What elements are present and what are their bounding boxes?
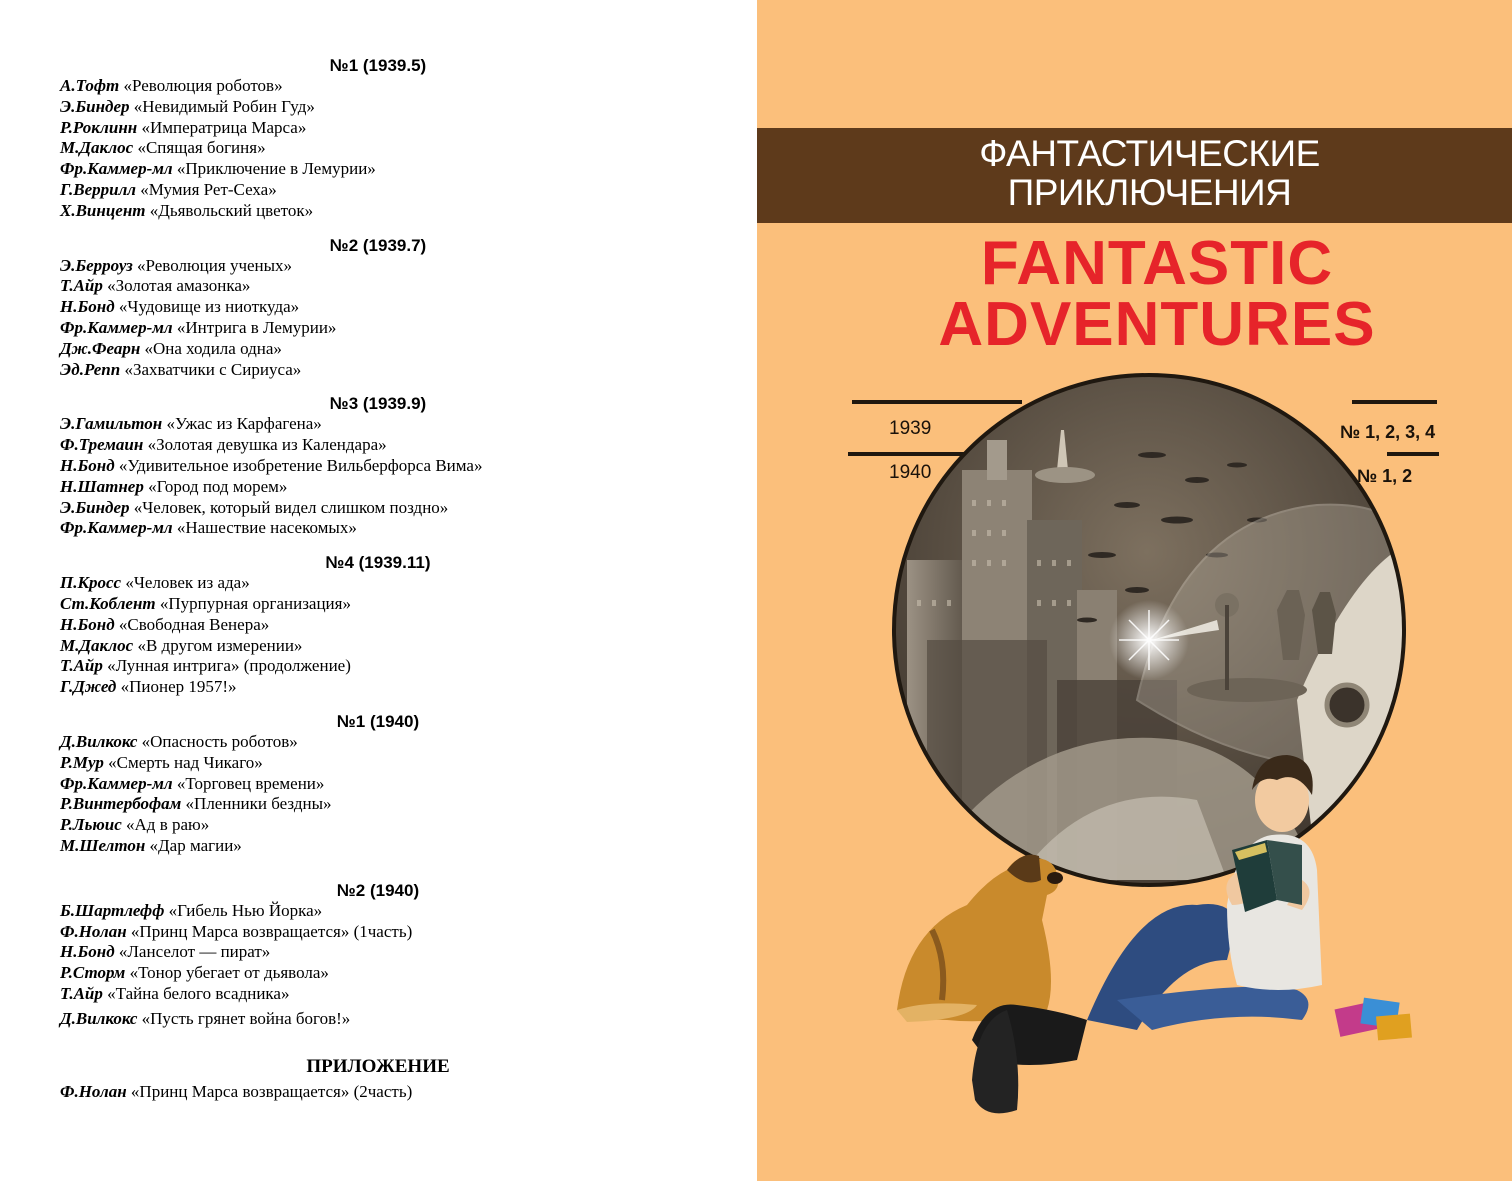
entry-author: Дж.Феарн bbox=[60, 338, 141, 358]
toc-appendix bbox=[60, 1056, 700, 1103]
entry-author: Эд.Репп bbox=[60, 359, 121, 379]
entry-author: Г.Джед bbox=[60, 677, 117, 697]
toc-section-6 bbox=[60, 880, 700, 1030]
book-cover bbox=[757, 0, 1512, 1181]
entry-author: Н.Бонд bbox=[60, 455, 115, 475]
entry-author: Г.Веррилл bbox=[60, 179, 137, 199]
entry-author: Фр.Каммер-мл bbox=[60, 317, 173, 337]
russian-title-line-2: ПРИКЛЮЧЕНИЯ bbox=[1007, 172, 1292, 213]
entry-author: Б.Шартлефф bbox=[60, 900, 165, 920]
toc-entry bbox=[60, 963, 700, 984]
toc-section-5 bbox=[60, 711, 700, 857]
toc-section-2 bbox=[60, 235, 700, 381]
issues-1940: № 1, 2 bbox=[1357, 466, 1413, 486]
entry-title: «Пионер 1957!» bbox=[120, 677, 237, 697]
toc-entry bbox=[60, 414, 700, 435]
entry-title: «Дьявольский цветок» bbox=[149, 200, 314, 220]
entry-title: «Приключение в Лемурии» bbox=[176, 159, 376, 179]
toc-entry bbox=[60, 159, 700, 180]
english-title-line-1: FANTASTIC bbox=[980, 229, 1334, 298]
toc-entry bbox=[60, 456, 700, 477]
toc-section-1 bbox=[60, 55, 700, 222]
toc-section-4 bbox=[60, 552, 700, 698]
entry-title: «Золотая амазонка» bbox=[107, 276, 251, 296]
entry-author: Ст.Коблент bbox=[60, 593, 156, 613]
toc-entry bbox=[60, 836, 700, 857]
entry-author: Р.Роклинн bbox=[60, 117, 138, 137]
toc-entry bbox=[60, 318, 700, 339]
toc-entry bbox=[60, 297, 700, 318]
section-heading: №2 (1940) bbox=[336, 880, 420, 900]
dog bbox=[897, 855, 1063, 1022]
entry-title: «Принц Марса возвращается» (2часть) bbox=[130, 1082, 413, 1102]
entry-author: Фр.Каммер-мл bbox=[60, 159, 173, 179]
entry-title: «Дар магии» bbox=[149, 835, 242, 855]
entry-author: Д.Вилкокс bbox=[60, 731, 138, 751]
year-1940: 1940 bbox=[889, 462, 932, 483]
entry-title: «Нашествие насекомых» bbox=[176, 518, 357, 538]
toc-entry bbox=[60, 435, 700, 456]
toc-entry bbox=[60, 180, 700, 201]
entry-author: М.Даклос bbox=[60, 138, 134, 158]
toc-entry bbox=[60, 794, 700, 815]
toc-entry bbox=[60, 138, 700, 159]
toc-entry bbox=[60, 518, 700, 539]
entry-author: Э.Биндер bbox=[60, 96, 130, 116]
entry-author: Н.Шатнер bbox=[60, 476, 144, 496]
entry-author: Н.Бонд bbox=[60, 614, 115, 634]
entry-title: «Тонор убегает от дьявола» bbox=[129, 963, 329, 983]
entry-author: А.Тофт bbox=[60, 76, 120, 95]
toc-entry bbox=[60, 1009, 700, 1030]
entry-author: Фр.Каммер-мл bbox=[60, 518, 173, 538]
entry-author: Р.Винтербофам bbox=[60, 794, 182, 814]
section-heading: №4 (1939.11) bbox=[325, 553, 431, 573]
russian-title-line-1: ФАНТАСТИЧЕСКИЕ bbox=[979, 133, 1320, 174]
section-heading: №2 (1939.7) bbox=[329, 235, 427, 255]
entry-author: М.Шелтон bbox=[60, 835, 146, 855]
scifi-city-scene bbox=[887, 370, 1417, 890]
entry-author: П.Кросс bbox=[60, 573, 122, 593]
toc-entry bbox=[60, 1082, 700, 1103]
entry-title: «Торговец времени» bbox=[176, 773, 325, 793]
toc-entry bbox=[60, 753, 700, 774]
entry-title: «Революция роботов» bbox=[123, 76, 283, 95]
toc-entry bbox=[60, 774, 700, 795]
entry-title: «Ужас из Карфагена» bbox=[166, 414, 322, 434]
english-title-line-2: ADVENTURES bbox=[938, 290, 1376, 359]
toc-entry bbox=[60, 984, 700, 1005]
toc-entry bbox=[60, 615, 700, 636]
toc-entry bbox=[60, 815, 700, 836]
toc-entry bbox=[60, 276, 700, 297]
entry-title: «Удивительное изобретение Вильберфорса Вима» bbox=[118, 455, 483, 475]
toc-entry bbox=[60, 201, 700, 222]
entry-title: «Опасность роботов» bbox=[141, 731, 298, 751]
entry-author: Ф.Нолан bbox=[60, 921, 127, 941]
entry-title: «Пурпурная организация» bbox=[159, 593, 351, 613]
table-of-contents bbox=[60, 55, 700, 1103]
entry-title: «Захватчики с Сириуса» bbox=[124, 359, 302, 379]
entry-title: «Смерть над Чикаго» bbox=[108, 752, 263, 772]
toc-entry bbox=[60, 922, 700, 943]
toc-entry bbox=[60, 636, 700, 657]
entry-title: «Свободная Венера» bbox=[118, 614, 270, 634]
section-heading: №3 (1939.9) bbox=[329, 394, 427, 414]
entry-title: «Гибель Нью Йорка» bbox=[168, 900, 323, 920]
entry-author: Ф.Нолан bbox=[60, 1082, 127, 1102]
cover-illustration bbox=[757, 0, 1512, 1181]
toc-entry bbox=[60, 339, 700, 360]
entry-title: «Революция ученых» bbox=[137, 255, 293, 275]
section-heading: №1 (1939.5) bbox=[329, 56, 427, 75]
entry-title: «Спящая богиня» bbox=[137, 138, 266, 158]
entry-author: Э.Гамильтон bbox=[60, 414, 163, 434]
section-heading: №1 (1940) bbox=[336, 711, 420, 731]
entry-author: Т.Айр bbox=[60, 983, 103, 1003]
entry-title: «Город под морем» bbox=[148, 476, 288, 496]
entry-title: «Чудовище из ниоткуда» bbox=[118, 297, 300, 317]
entry-author: Н.Бонд bbox=[60, 942, 115, 962]
entry-author: Т.Айр bbox=[60, 656, 103, 676]
entry-title: «Ланселот — пират» bbox=[118, 942, 271, 962]
entry-title: «Лунная интрига» (продолжение) bbox=[107, 656, 351, 676]
toc-entry bbox=[60, 594, 700, 615]
entry-title: «Невидимый Робин Гуд» bbox=[133, 96, 315, 116]
entry-author: Фр.Каммер-мл bbox=[60, 773, 173, 793]
entry-title: «Ад в раю» bbox=[126, 815, 210, 835]
appendix-heading: ПРИЛОЖЕНИЕ bbox=[306, 1056, 450, 1078]
entry-author: Р.Сторм bbox=[60, 963, 126, 983]
entry-title: «Она ходила одна» bbox=[144, 338, 282, 358]
entry-title: «Интрига в Лемурии» bbox=[176, 317, 337, 337]
toc-entry bbox=[60, 256, 700, 277]
toc-entry bbox=[60, 677, 700, 698]
toc-entry bbox=[60, 656, 700, 677]
entry-author: Х.Винцент bbox=[60, 200, 146, 220]
entry-title: «Человек из ада» bbox=[125, 573, 250, 593]
toc-section-3 bbox=[60, 393, 700, 539]
entry-title: «Золотая девушка из Календара» bbox=[147, 435, 387, 455]
entry-author: Н.Бонд bbox=[60, 297, 115, 317]
entry-author: Д.Вилкокс bbox=[60, 1008, 138, 1028]
toc-entry bbox=[60, 732, 700, 753]
entry-title: «Принц Марса возвращается» (1часть) bbox=[130, 921, 413, 941]
toc-entry bbox=[60, 118, 700, 139]
toc-entry bbox=[60, 76, 700, 97]
entry-author: Т.Айр bbox=[60, 276, 103, 296]
toc-entry bbox=[60, 477, 700, 498]
toc-entry bbox=[60, 498, 700, 519]
year-1939: 1939 bbox=[889, 418, 932, 439]
toc-entry bbox=[60, 901, 700, 922]
entry-author: М.Даклос bbox=[60, 635, 134, 655]
entry-author: Ф.Тремаин bbox=[60, 435, 144, 455]
toc-entry bbox=[60, 942, 700, 963]
toc-entry bbox=[60, 360, 700, 381]
entry-title: «Пусть грянет война богов!» bbox=[141, 1008, 351, 1028]
entry-author: Э.Биндер bbox=[60, 497, 130, 517]
issues-1939: № 1, 2, 3, 4 bbox=[1340, 422, 1436, 442]
entry-author: Р.Мур bbox=[60, 752, 104, 772]
toc-entry bbox=[60, 97, 700, 118]
entry-title: «Императрица Марса» bbox=[141, 117, 307, 137]
entry-title: «Мумия Рет-Сеха» bbox=[140, 179, 277, 199]
entry-title: «Тайна белого всадника» bbox=[107, 983, 290, 1003]
entry-author: Э.Берроуз bbox=[60, 255, 133, 275]
entry-title: «Человек, который видел слишком поздно» bbox=[133, 497, 449, 517]
entry-title: «Пленники бездны» bbox=[185, 794, 332, 814]
entry-title: «В другом измерении» bbox=[137, 635, 303, 655]
toc-entry bbox=[60, 573, 700, 594]
entry-author: Р.Льюис bbox=[60, 815, 122, 835]
